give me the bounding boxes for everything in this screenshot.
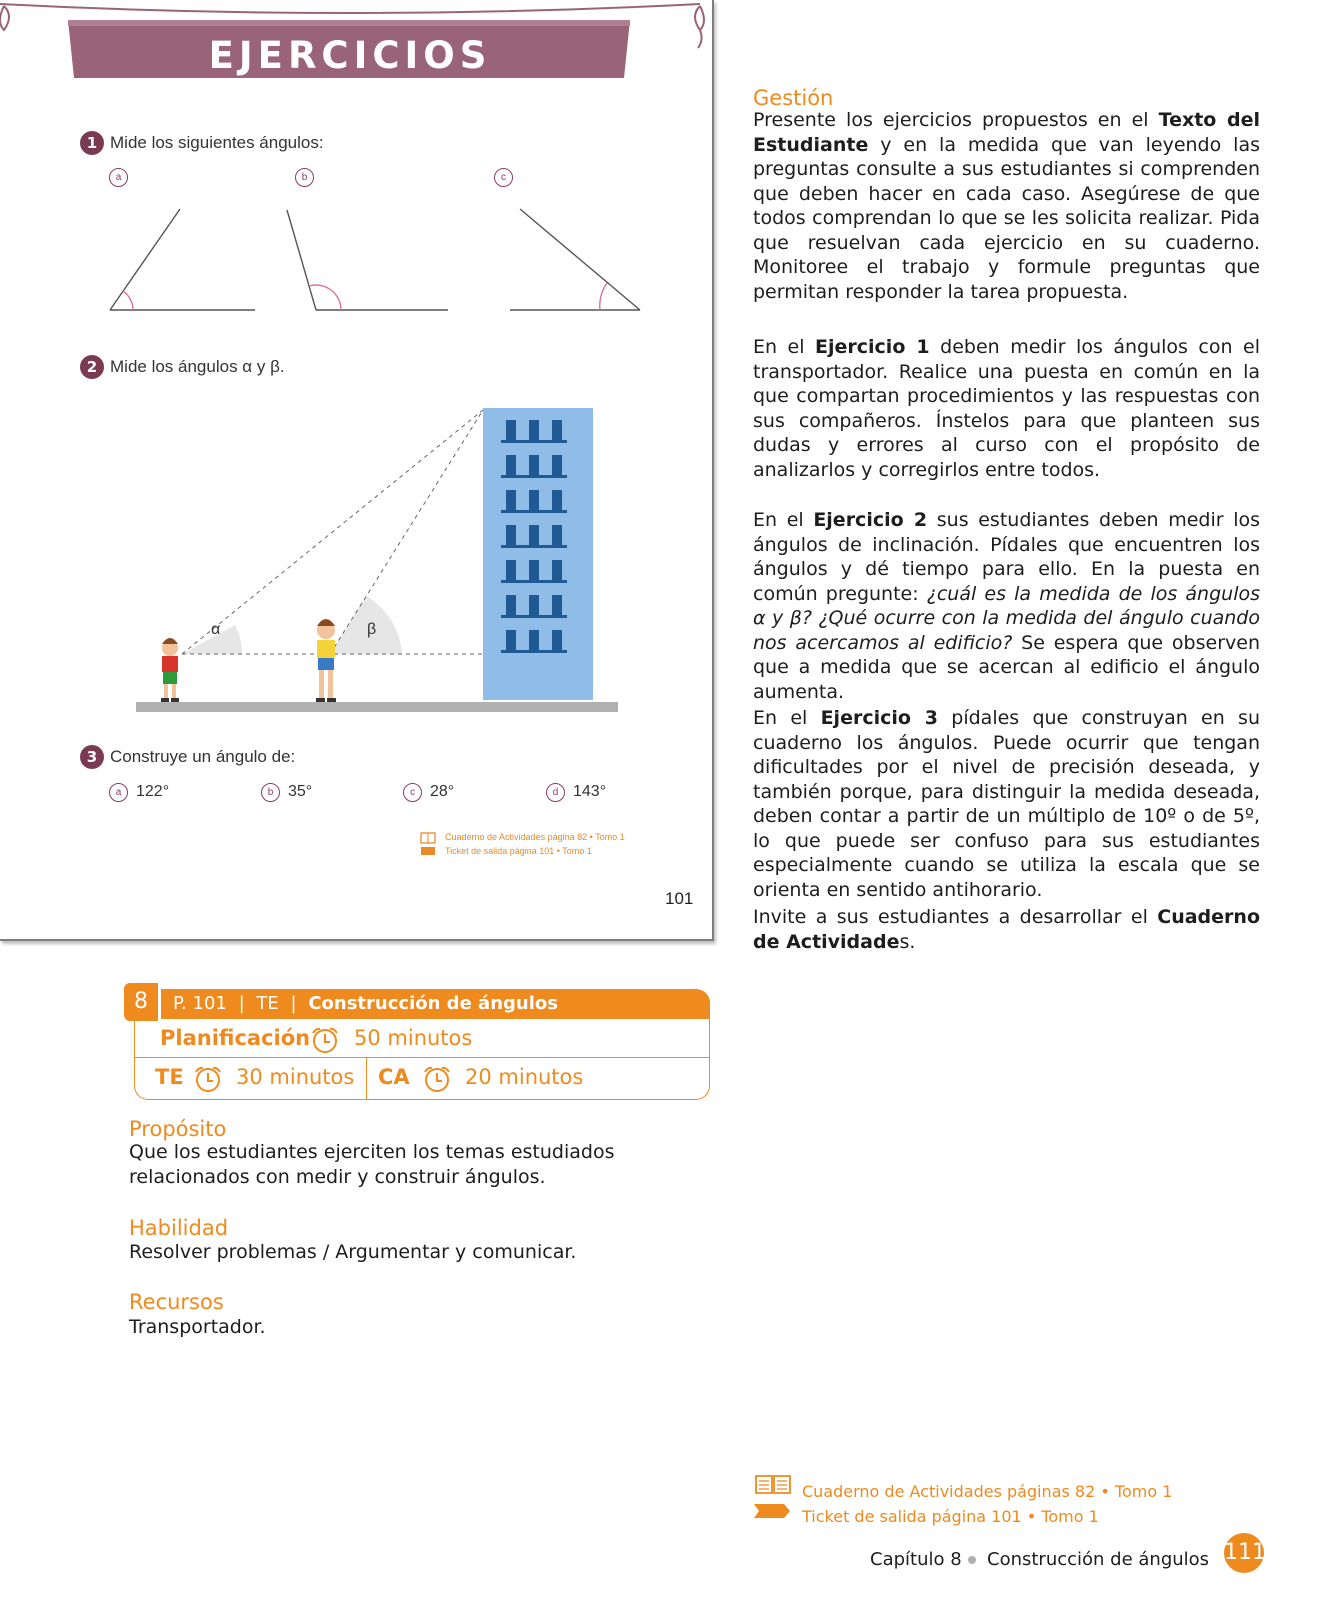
exercise-2-text: Mide los ángulos α y β. [110, 357, 285, 376]
exercise-2-illustration [0, 400, 712, 720]
alarm-clock-icon [309, 1025, 341, 1055]
recursos-text: Transportador. [129, 1316, 266, 1338]
planificacion-label: Planificación [160, 1026, 311, 1050]
footer-dot [968, 1556, 976, 1564]
footer-ref-cuaderno: Cuaderno de Actividades páginas 82 • Tomo 1 [802, 1482, 1173, 1501]
child-1 [161, 638, 179, 702]
angle-b [287, 210, 448, 310]
exercise-1-option-c: c [494, 168, 513, 187]
exercise-3-option-d: d [546, 783, 565, 802]
beta-label: β [367, 621, 377, 638]
te-label: TE [155, 1065, 184, 1089]
exercise-2-number: 2 [80, 355, 104, 379]
exercise-3-value-c: 28° [430, 783, 455, 800]
exercise-3-option-c: c [403, 783, 422, 802]
alpha-label: α [211, 621, 221, 638]
exercise-1-number: 1 [80, 131, 104, 155]
exercise-3-option-b: b [261, 783, 280, 802]
exercise-3-option-a: a [109, 783, 128, 802]
gestion-heading: Gestión [753, 86, 834, 110]
plan-page: P. 101 [173, 993, 227, 1014]
mini-ref-cuaderno: Cuaderno de Actividades página 82 • Tomo 1 [445, 832, 625, 842]
te-time: 30 minutos [236, 1065, 355, 1089]
student-page-number: 101 [665, 889, 694, 908]
gestion-paragraph-4: En el Ejercicio 3 pídales que construyan en su cuaderno los ángulos. Puede ocurrir que tengan dificultades por el nivel de precisión deseada, y también porque, para distinguir la medida deseada, deben contar a partir de un múltiplo de 10º o de 5º, lo que puede ser confuso para sus estudiantes especialmente cuando se utiliza la escala que se orienta en sentido antihorario. [753, 707, 1260, 901]
exercise-3-value-d: 143° [573, 783, 607, 800]
exercise-1-text: Mide los siguientes ángulos: [110, 133, 324, 152]
footer-ref-ticket: Ticket de salida página 101 • Tomo 1 [802, 1507, 1099, 1526]
angle-a [110, 209, 255, 310]
exercise-1-angles [0, 195, 712, 325]
student-page [0, 0, 714, 941]
exercise-3-text: Construye un ángulo de: [110, 747, 296, 766]
banner-title: EJERCICIOS [208, 34, 492, 77]
child-2 [316, 619, 336, 702]
alarm-clock-icon [192, 1064, 224, 1094]
plan-topic: Construcción de ángulos [308, 993, 558, 1014]
footer-chapter-title: Construcción de ángulos [987, 1549, 1210, 1570]
habilidad-heading: Habilidad [129, 1216, 229, 1240]
plan-header: P. 101 | TE | Construcción de ángulos [161, 989, 710, 1019]
ca-label: CA [378, 1065, 410, 1089]
proposito-text: Que los estudiantes ejerciten los temas estudiados relacionados con medir y construir ángulos. [129, 1141, 615, 1188]
gestion-paragraph-1: Presente los ejercicios propuestos en el Texto del Estudiante y en la medida que van leyendo las preguntas consulte a sus estudiantes si comprenden que deben hacer en cada caso. Asegúrese de que todos comprendan lo que se les solicita realizar. Pida que resuelvan cada ejercicio en su cuaderno. Monitoree el trabajo y formule preguntas que permitan responder la tarea propuesta. [753, 109, 1260, 303]
gestion-paragraph-5: Invite a sus estudiantes a desarrollar el Cuaderno de Actividades. [753, 906, 1260, 953]
plan-number-tab: 8 [124, 983, 158, 1021]
mini-ref-ticket: Ticket de salida página 101 • Tomo 1 [445, 846, 592, 856]
alarm-clock-icon [421, 1064, 453, 1094]
footer-page-number: 111 [1224, 1533, 1264, 1573]
proposito-heading: Propósito [129, 1117, 227, 1141]
angle-c [510, 209, 640, 310]
exercise-3-value-a: 122° [136, 783, 170, 800]
gestion-paragraph-3: En el Ejercicio 2 sus estudiantes deben medir los ángulos de inclinación. Pídales que encuentren los ángulos y dé tiempo para ello. En la puesta en común pregunte: ¿cuál es la medida de los ángulos α y β? ¿Qué ocurre con la medida del ángulo cuando nos acercamos al edificio? Se espera que observen que a medida que se acercan al edificio el ángulo aumenta. [753, 509, 1261, 703]
exercise-1-option-b: b [295, 168, 314, 187]
gestion-paragraph-2: En el Ejercicio 1 deben medir los ángulos con el transportador. Realice una puesta en común en la que compartan procedimientos y las respuestas con sus compañeros. Ínstelos para que planteen sus dudas y errores al curso con el propósito de analizarlos y corregirlos entre todos. [753, 336, 1261, 481]
ticket-icon [754, 1502, 792, 1522]
habilidad-text: Resolver problemas / Argumentar y comunicar. [129, 1241, 577, 1263]
open-book-icon [754, 1473, 792, 1495]
exercise-1-option-a: a [109, 168, 128, 187]
exercise-3-value-b: 35° [288, 783, 313, 800]
mini-book-icon [420, 832, 436, 858]
exercise-3-number: 3 [80, 745, 104, 769]
footer-chapter: Capítulo 8 [870, 1549, 962, 1570]
plan-book: TE [256, 993, 279, 1014]
planificacion-time: 50 minutos [354, 1026, 473, 1050]
ca-time: 20 minutos [465, 1065, 584, 1089]
recursos-heading: Recursos [129, 1290, 224, 1314]
